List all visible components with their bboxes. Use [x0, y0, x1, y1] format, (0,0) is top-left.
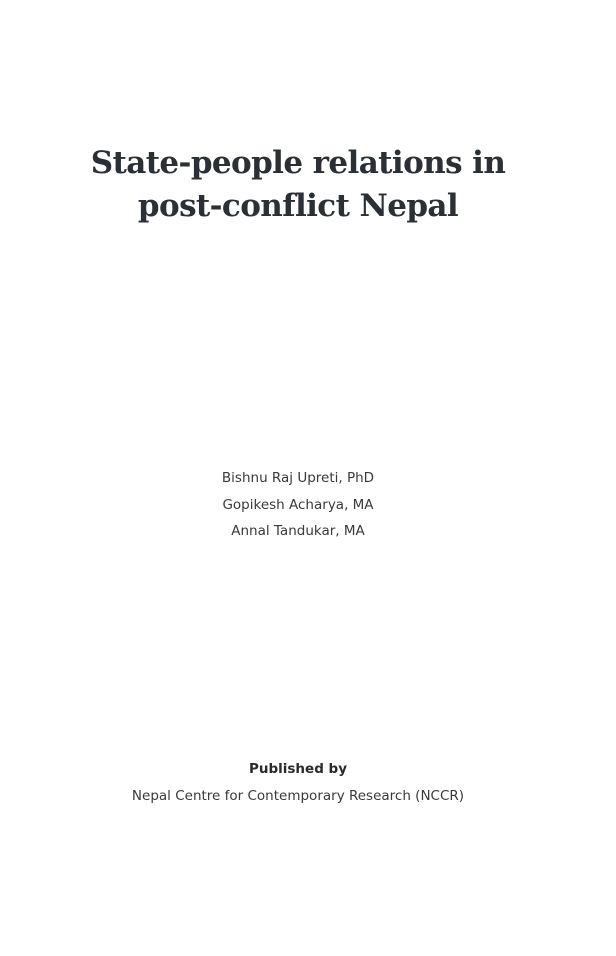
published-by-label: Published by — [248, 761, 348, 777]
author-list — [0, 465, 596, 545]
title-line-2: post-conflict Nepal — [137, 188, 459, 224]
author-name: Bishnu Raj Upreti, PhD — [221, 470, 375, 486]
publisher-name: Nepal Centre for Contemporary Research (NCCR) — [131, 788, 465, 804]
author-name: Annal Tandukar, MA — [231, 523, 365, 539]
author-name: Gopikesh Acharya, MA — [222, 496, 374, 513]
publisher-block — [0, 756, 596, 810]
document-title — [0, 142, 596, 228]
title-line-1: State-people relations in — [90, 145, 506, 181]
